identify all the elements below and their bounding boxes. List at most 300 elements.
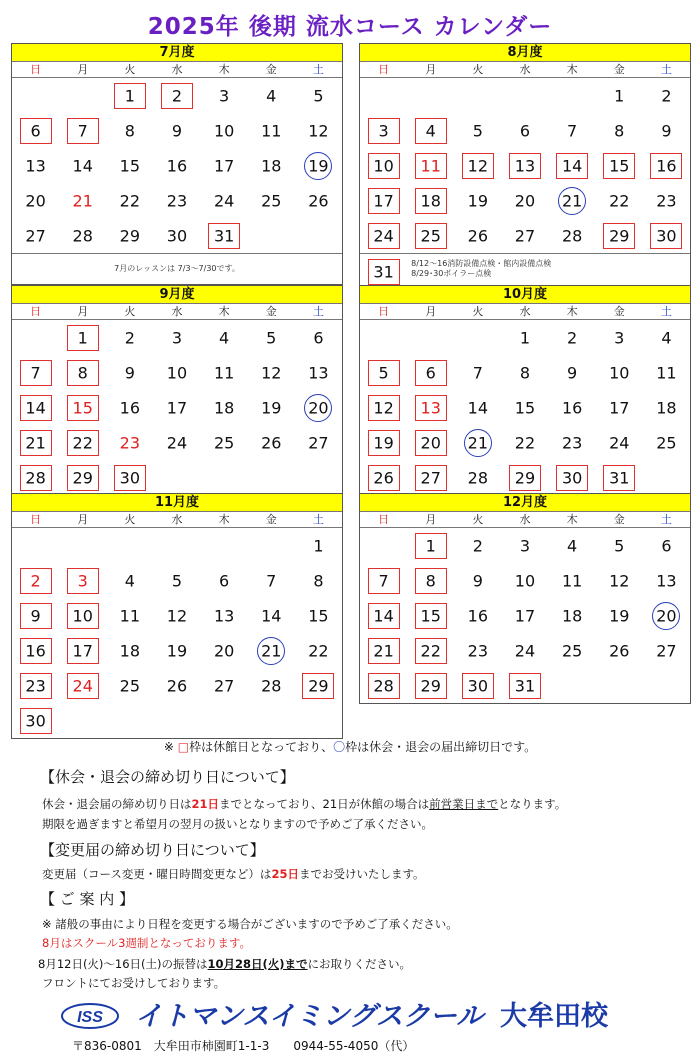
day-number: 22	[420, 641, 441, 660]
week-row	[360, 253, 690, 289]
day-number: 25	[213, 433, 235, 452]
month-title: 10月度	[360, 286, 690, 304]
day-cell	[501, 563, 548, 598]
day-cell	[549, 598, 596, 633]
day-number: 5	[266, 328, 277, 347]
day-number: 21	[261, 641, 282, 660]
weekday-label: 金	[613, 305, 625, 318]
day-number: 2	[171, 86, 183, 105]
day-cell	[59, 390, 106, 425]
weekday-header	[12, 62, 342, 78]
day-cell	[12, 598, 59, 633]
day-number: 13	[25, 156, 46, 175]
empty-cell	[59, 528, 106, 563]
day-cell	[106, 78, 153, 113]
day-cell	[407, 668, 454, 703]
day-number: 28	[373, 676, 394, 695]
logo-branch: 大牟田校	[500, 1001, 608, 1032]
day-number: 2	[567, 328, 578, 347]
day-number: 28	[261, 676, 282, 695]
day-number: 17	[609, 398, 630, 417]
day-number: 2	[30, 571, 41, 590]
day-number: 28	[72, 226, 93, 245]
withdrawal-heading: 【休会・退会の締め切り日について】	[40, 768, 295, 786]
empty-cell	[295, 218, 342, 253]
day-cell	[596, 113, 643, 148]
day-number: 24	[213, 191, 235, 210]
day-cell	[295, 668, 342, 703]
day-number: 2	[661, 86, 672, 105]
week-row	[360, 183, 690, 218]
weekday-label: 水	[519, 63, 531, 76]
change-l1a: 変更届（コース変更・曜日時間変更など）は	[42, 867, 272, 881]
day-number: 10	[609, 363, 630, 382]
day-cell	[643, 598, 690, 633]
day-number: 2	[472, 536, 483, 555]
day-number: 29	[72, 468, 93, 487]
day-cell	[295, 390, 342, 425]
day-number: 11	[420, 156, 441, 175]
info-heading: 【 ご 案 内 】	[40, 890, 135, 908]
day-cell	[59, 183, 106, 218]
day-number: 4	[567, 536, 578, 555]
weekday-label: 土	[660, 305, 672, 318]
day-number: 13	[420, 398, 441, 417]
day-number: 13	[514, 156, 536, 175]
weekday-header	[360, 304, 690, 320]
empty-cell	[360, 320, 407, 355]
month-calendar	[359, 43, 691, 290]
empty-cell	[106, 528, 153, 563]
month-title: 9月度	[12, 286, 342, 304]
weekday-label: 日	[378, 63, 390, 76]
weekday-label: 火	[472, 63, 484, 76]
day-number: 23	[25, 676, 46, 695]
day-number: 4	[219, 328, 230, 347]
day-cell	[201, 113, 248, 148]
day-cell	[106, 425, 153, 460]
day-cell	[596, 148, 643, 183]
empty-cell	[59, 78, 106, 113]
day-number: 11	[561, 571, 583, 590]
day-number: 15	[72, 398, 93, 417]
day-number: 7	[472, 363, 483, 382]
day-number: 27	[25, 226, 46, 245]
day-number: 5	[472, 121, 483, 140]
day-number: 21	[373, 641, 394, 660]
day-number: 19	[166, 641, 188, 660]
month-calendar	[359, 285, 691, 496]
day-number: 22	[119, 191, 141, 210]
day-cell	[59, 668, 106, 703]
day-cell	[248, 390, 295, 425]
day-number: 29	[420, 676, 441, 695]
day-cell	[549, 563, 596, 598]
day-number: 25	[119, 676, 141, 695]
legend-circle-symbol: 〇	[333, 740, 346, 754]
day-number: 18	[420, 191, 441, 210]
day-cell	[106, 218, 153, 253]
day-cell	[501, 218, 548, 253]
day-number: 8	[124, 121, 135, 140]
day-number: 15	[308, 606, 329, 625]
day-cell	[596, 390, 643, 425]
day-cell	[201, 78, 248, 113]
weekday-label: 月	[77, 63, 89, 76]
day-number: 13	[308, 363, 329, 382]
day-cell	[407, 528, 454, 563]
week-row	[360, 218, 690, 253]
day-cell	[153, 598, 200, 633]
empty-cell	[295, 460, 342, 495]
day-cell	[201, 320, 248, 355]
day-number: 23	[166, 191, 188, 210]
day-number: 21	[467, 433, 489, 452]
day-number: 9	[171, 121, 183, 140]
day-number: 5	[171, 571, 183, 590]
day-number: 24	[373, 226, 394, 245]
day-cell	[407, 218, 454, 253]
info-line-3	[38, 955, 411, 974]
weekday-label: 日	[378, 305, 390, 318]
day-cell	[12, 563, 59, 598]
day-number: 10	[72, 606, 93, 625]
day-number: 8	[519, 363, 531, 382]
day-number: 7	[30, 363, 41, 382]
day-cell	[12, 425, 59, 460]
day-cell	[407, 598, 454, 633]
day-cell	[549, 320, 596, 355]
day-number: 7	[77, 121, 88, 140]
day-cell	[106, 320, 153, 355]
day-number: 29	[609, 226, 630, 245]
day-number: 4	[266, 86, 277, 105]
legend	[0, 738, 700, 755]
week-row	[12, 148, 342, 183]
day-cell	[59, 563, 106, 598]
day-number: 27	[420, 468, 441, 487]
day-number: 11	[119, 606, 141, 625]
day-number: 5	[313, 86, 324, 105]
weekday-label: 火	[124, 513, 136, 526]
month-title: 8月度	[360, 44, 690, 62]
day-number: 25	[656, 433, 677, 452]
weekday-label: 木	[566, 305, 578, 318]
info-line-1: ※ 諸般の事由により日程を変更する場合がございますので予めご了承ください。	[42, 917, 458, 931]
day-number: 9	[124, 363, 135, 382]
day-cell	[501, 598, 548, 633]
day-number: 1	[614, 86, 625, 105]
day-number: 19	[373, 433, 394, 452]
day-cell	[454, 355, 501, 390]
day-cell	[153, 563, 200, 598]
day-cell	[248, 320, 295, 355]
day-number: 6	[313, 328, 324, 347]
day-cell	[59, 113, 106, 148]
month-title: 12月度	[360, 494, 690, 512]
week-row	[12, 320, 342, 355]
day-cell	[501, 668, 548, 703]
week-row	[360, 598, 690, 633]
weekday-header	[12, 512, 342, 528]
day-cell	[201, 148, 248, 183]
day-number: 19	[467, 191, 489, 210]
day-number: 13	[656, 571, 677, 590]
day-cell	[549, 390, 596, 425]
day-number: 16	[25, 641, 46, 660]
day-cell	[106, 390, 153, 425]
weekday-label: 水	[519, 513, 531, 526]
day-number: 30	[119, 468, 141, 487]
day-number: 3	[171, 328, 183, 347]
day-number: 9	[472, 571, 483, 590]
day-cell	[12, 460, 59, 495]
day-cell	[407, 183, 454, 218]
empty-cell	[596, 668, 643, 703]
day-number: 4	[124, 571, 135, 590]
week-row	[360, 460, 690, 495]
empty-cell	[153, 460, 200, 495]
day-number: 30	[25, 711, 46, 730]
day-cell	[549, 113, 596, 148]
empty-cell	[248, 460, 295, 495]
day-cell	[248, 355, 295, 390]
weekday-label: 金	[613, 63, 625, 76]
week-row	[360, 78, 690, 113]
empty-cell	[549, 78, 596, 113]
day-number: 11	[656, 363, 677, 382]
day-number: 26	[308, 191, 329, 210]
legend-box-symbol: □	[177, 740, 190, 754]
day-number: 10	[373, 156, 394, 175]
day-cell	[549, 355, 596, 390]
day-cell	[295, 598, 342, 633]
day-number: 6	[30, 121, 41, 140]
day-cell	[153, 355, 200, 390]
day-number: 23	[467, 641, 489, 660]
weekday-label: 月	[77, 513, 89, 526]
day-number: 1	[124, 86, 135, 105]
day-number: 15	[420, 606, 441, 625]
day-cell	[295, 563, 342, 598]
day-number: 22	[72, 433, 93, 452]
day-cell	[12, 633, 59, 668]
day-cell	[501, 148, 548, 183]
day-number: 21	[25, 433, 46, 452]
day-number: 3	[219, 86, 230, 105]
legend-text-2: 枠は休会・退会の届出締切日です。	[345, 740, 537, 754]
week-row	[12, 218, 342, 253]
day-number: 7	[378, 571, 389, 590]
day-number: 30	[166, 226, 188, 245]
weekday-label: 火	[472, 305, 484, 318]
day-cell	[643, 320, 690, 355]
day-cell	[12, 355, 59, 390]
day-cell	[360, 148, 407, 183]
day-number: 6	[219, 571, 230, 590]
day-cell	[295, 113, 342, 148]
day-cell	[643, 563, 690, 598]
day-number: 27	[656, 641, 677, 660]
day-number: 20	[25, 191, 46, 210]
day-cell	[106, 598, 153, 633]
day-cell	[360, 355, 407, 390]
week-row	[12, 113, 342, 148]
day-number: 18	[656, 398, 677, 417]
day-cell	[454, 668, 501, 703]
day-number: 30	[656, 226, 677, 245]
day-cell	[643, 425, 690, 460]
week-row	[12, 633, 342, 668]
month-calendar	[359, 493, 691, 704]
empty-cell	[643, 460, 690, 495]
day-number: 19	[609, 606, 630, 625]
day-cell	[501, 460, 548, 495]
week-row	[360, 528, 690, 563]
day-cell	[454, 563, 501, 598]
day-cell	[248, 598, 295, 633]
weekday-label: 金	[265, 305, 277, 318]
day-number: 23	[561, 433, 583, 452]
day-cell	[295, 78, 342, 113]
empty-cell	[295, 703, 342, 738]
weekday-label: 木	[566, 513, 578, 526]
day-number: 9	[30, 606, 41, 625]
week-row	[360, 113, 690, 148]
empty-cell	[454, 78, 501, 113]
day-number: 7	[266, 571, 277, 590]
day-cell	[501, 355, 548, 390]
day-cell	[407, 460, 454, 495]
week-row	[360, 668, 690, 703]
week-row	[360, 355, 690, 390]
logo-mark: ISS	[77, 1009, 103, 1026]
month-title: 7月度	[12, 44, 342, 62]
day-number: 17	[213, 156, 235, 175]
weekday-header	[12, 304, 342, 320]
day-number: 20	[656, 606, 677, 625]
day-number: 16	[561, 398, 583, 417]
month-calendar	[11, 43, 343, 285]
weekday-label: 月	[425, 513, 437, 526]
empty-cell	[407, 320, 454, 355]
day-number: 10	[166, 363, 188, 382]
day-cell	[596, 528, 643, 563]
day-number: 12	[373, 398, 394, 417]
day-number: 24	[609, 433, 630, 452]
withdrawal-line-1	[42, 795, 566, 814]
day-number: 6	[425, 363, 436, 382]
empty-cell	[454, 320, 501, 355]
page-title: 2025年 後期 流水コース カレンダー	[147, 14, 553, 40]
weekday-label: 金	[613, 513, 625, 526]
empty-cell	[153, 703, 200, 738]
day-number: 6	[661, 536, 672, 555]
day-cell	[201, 390, 248, 425]
weekday-label: 水	[171, 305, 183, 318]
logo-name: イトマンスイミングスクール	[135, 1001, 484, 1032]
day-cell	[454, 633, 501, 668]
week-row	[360, 148, 690, 183]
day-cell	[501, 183, 548, 218]
weekday-label: 土	[660, 513, 672, 526]
weekday-label: 日	[30, 63, 42, 76]
weekday-label: 水	[171, 513, 183, 526]
day-number: 31	[213, 226, 235, 245]
month-calendar	[11, 285, 343, 496]
empty-cell	[12, 78, 59, 113]
empty-cell	[201, 528, 248, 563]
day-number: 26	[166, 676, 188, 695]
day-cell	[248, 113, 295, 148]
day-number: 16	[119, 398, 141, 417]
weekday-label: 土	[312, 513, 324, 526]
week-row	[12, 355, 342, 390]
school-logo	[60, 996, 640, 1032]
day-number: 10	[213, 121, 235, 140]
day-number: 6	[519, 121, 531, 140]
day-cell	[407, 563, 454, 598]
day-number: 9	[567, 363, 578, 382]
day-cell	[12, 148, 59, 183]
empty-cell	[360, 78, 407, 113]
empty-cell	[248, 703, 295, 738]
day-cell	[106, 355, 153, 390]
day-number: 27	[213, 676, 235, 695]
day-cell	[549, 183, 596, 218]
weekday-header	[360, 62, 690, 78]
day-cell	[549, 528, 596, 563]
change-line-1	[42, 865, 425, 884]
day-number: 21	[72, 191, 93, 210]
month-note-line: 8/29･30ボイラー点検	[411, 269, 492, 278]
week-row	[12, 528, 342, 563]
day-number: 9	[661, 121, 672, 140]
day-cell	[360, 563, 407, 598]
weekday-label: 日	[378, 513, 390, 526]
day-cell	[501, 113, 548, 148]
day-number: 26	[261, 433, 282, 452]
day-number: 5	[378, 363, 389, 382]
weekday-label: 火	[472, 513, 484, 526]
day-number: 26	[373, 468, 394, 487]
empty-cell	[643, 668, 690, 703]
legend-text-1: 枠は休館日となっており、	[189, 740, 334, 754]
week-row	[12, 183, 342, 218]
day-cell	[59, 425, 106, 460]
week-row	[360, 390, 690, 425]
day-cell	[596, 320, 643, 355]
weekday-label: 土	[660, 63, 672, 76]
day-cell	[295, 355, 342, 390]
day-cell	[248, 668, 295, 703]
empty-cell	[549, 668, 596, 703]
day-cell	[360, 425, 407, 460]
day-number: 8	[313, 571, 324, 590]
day-number: 29	[119, 226, 141, 245]
day-cell	[106, 460, 153, 495]
day-cell	[501, 528, 548, 563]
day-cell	[59, 148, 106, 183]
day-number: 15	[119, 156, 141, 175]
day-number: 8	[425, 571, 436, 590]
weekday-label: 木	[218, 63, 230, 76]
weekday-label: 火	[124, 63, 136, 76]
day-number: 17	[166, 398, 188, 417]
day-cell	[295, 425, 342, 460]
day-number: 3	[519, 536, 531, 555]
day-cell	[12, 218, 59, 253]
